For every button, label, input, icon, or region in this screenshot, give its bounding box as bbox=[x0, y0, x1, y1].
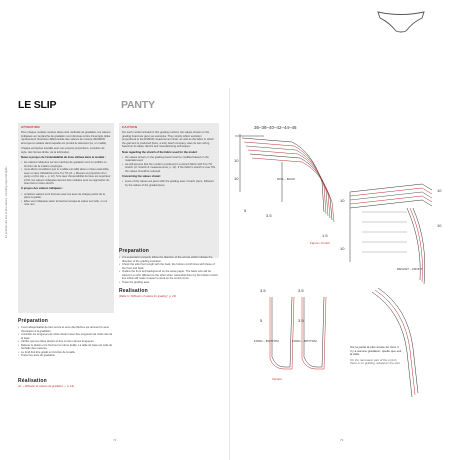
note-item-en: • the values shown on the grading board must be modified based on the materials used. bbox=[125, 156, 216, 163]
crotch-label-front: FOND – BOTTOM bbox=[292, 339, 317, 343]
grade-value: 10 bbox=[437, 188, 442, 193]
note-item-fr: • les valeurs indiquées sur les marches de gradation sont à modifier en fonction de la matière employée. bbox=[24, 161, 111, 168]
front-label: DEVANT – FRONT bbox=[397, 267, 423, 271]
caution-para2-fr: Chaque entreprise travaille avec ses propres proportions, évolution de style, des formes droite, de la lubrication. bbox=[21, 147, 105, 154]
note-item-en: • we will assume that the model is produced in a stretch fabric with 5 to 7% stretch (cf. Stretch & measurements, p. 12). If the fabric's stretch is over 5%, the values should be reduced. bbox=[125, 163, 216, 174]
grading-diagram bbox=[232, 122, 458, 432]
size-range-label: 36–38–40–42–44–46 bbox=[254, 125, 297, 130]
caution-text-fr bbox=[21, 126, 111, 209]
grade-value: 10 bbox=[234, 176, 239, 181]
page-number-left: 72 bbox=[113, 438, 117, 442]
about-item-fr: • certaines valeurs sont fournies avec les axes de chaque partie de la pièce à grader. bbox=[24, 193, 111, 200]
grade-value: 3.5 bbox=[260, 288, 266, 293]
book-spread bbox=[0, 88, 460, 460]
grade-value: 1.5 bbox=[322, 233, 328, 238]
figure-label: Figure / Crotch bbox=[310, 241, 330, 245]
gutter-divider bbox=[229, 88, 230, 460]
grade-value: 3.5 bbox=[298, 288, 304, 293]
prep-item-en: • Trace the grading axes. bbox=[119, 281, 219, 285]
note-head-en: Note regarding the stretch of the fabric used for the model: bbox=[122, 150, 198, 154]
note-fr: Sur la partie la plus étroite du fond, il n'y a aucune gradation, quelle que soit la taille bbox=[350, 346, 402, 357]
grade-value: 10 bbox=[340, 246, 345, 251]
prep-item-en: • It is essential to properly follow the direction of the arrows which indicate the direction of the grading evolution. bbox=[119, 256, 219, 263]
prep-heading-fr: Préparation bbox=[18, 318, 48, 324]
prep-list-fr bbox=[18, 326, 114, 358]
grade-value: 5 bbox=[244, 208, 247, 213]
grade-value: 3.5 bbox=[298, 318, 304, 323]
caution-label-fr: ATTENTION bbox=[21, 125, 40, 129]
realisation-heading-en: Realisation bbox=[119, 288, 148, 294]
back-label: DOS – BACK bbox=[277, 177, 296, 181]
crotch-label-back: FOND – BOTTOM bbox=[254, 339, 279, 343]
grade-value: 3.5 bbox=[266, 213, 272, 218]
prep-item-fr: • Relever le dessin et le fond sur la même feuille. La taille de base est celle de l'échelle des mesures. bbox=[18, 344, 114, 351]
prep-item-fr: • Tracer les axes de gradation. bbox=[18, 354, 114, 358]
page-title-en: PANTY bbox=[121, 99, 155, 111]
prep-item-fr: • Contrôler les longueurs de côtés devant avec des longueurs de côtés dos de la base. bbox=[18, 333, 114, 340]
caution-para1-fr: Pour chaque modèle contenu dans cette méthode de gradation, les valeurs indiquées sur la planche de gradation sont données à titre d'exemple. Elles représentent l'évolution différencielle des valeurs de mesure d'ESMOD ainsi que la matière dans laquelle est produit le vêtement (ici, en maille). bbox=[21, 131, 111, 145]
grade-value: 10 bbox=[234, 158, 239, 163]
values-item-en: • some of the values are given with the grading axes of each piece, followed by the values of the graded piece. bbox=[125, 180, 216, 187]
prep-item-fr: • Vérifier que les côtés devant et dos ont les mêmes longueurs. bbox=[18, 340, 114, 344]
grade-value: 10 bbox=[437, 223, 442, 228]
about-head-fr: À propos des valeurs indiquées : bbox=[21, 187, 64, 191]
side-caption: La poitrine des bas et des cuisses / Grading cups and tights bbox=[4, 166, 8, 238]
caution-para1-en: For each model included in this grading method, the values shown on the grading board are given as examples. They simply reflect evolution proportional to the ESMOD measurement chart, as well as the fabric in which the garment is produced (here, a knit). Each company uses its own sizing, based on its ideas, fabrics and manufacturing techniques. bbox=[122, 131, 214, 149]
caution-text-en bbox=[122, 126, 216, 189]
note-head-fr: Notes à propos de l'entendabilité de tissu utilisée dans le modèle : bbox=[21, 155, 106, 159]
realisation-heading-fr: Réalisation bbox=[18, 378, 47, 384]
prep-item-en: • Outline the front and background on the same paper. The basic size will be traced in a color different to the other sizes. Assemble them by the bottom crotch line which will make it easier to work on the crotch curve. bbox=[119, 270, 219, 281]
page-title-fr: LE SLIP bbox=[18, 99, 57, 111]
realisation-ref-fr: (cf. « Diffusion et valeurs de gradation », p. 13) bbox=[18, 385, 74, 388]
prep-list-en bbox=[119, 256, 219, 284]
prep-item-en: • Check the side front length with the back, the bottom crotch lines with those of the front and back. bbox=[119, 263, 219, 270]
page-number-right: 73 bbox=[340, 438, 344, 442]
about-item-fr: • Elles sont indiquées selon le barème lorsque la valeur est nulle, on ne note rien. bbox=[24, 200, 111, 207]
realisation-ref-en: (Refer to "Diffusion of values for grading", p. 13) bbox=[119, 295, 177, 298]
prep-heading-en: Preparation bbox=[119, 248, 149, 254]
prep-item-fr: • Il est indispensable de bien suivre le sens des flèches qui donnent le sens d'évolution à la gradation. bbox=[18, 326, 114, 333]
grade-value: 5 bbox=[260, 318, 263, 323]
values-head-en: Concerning the values shown: bbox=[122, 175, 161, 179]
note-en: On the narrowest part of the crotch, there is no grading, whatever the size. bbox=[350, 357, 401, 366]
grade-value: 10 bbox=[340, 198, 345, 203]
prep-item-fr: • Le fond doit être gradé en fonction de la taille. bbox=[18, 351, 114, 355]
caution-label-en: CAUTION bbox=[122, 125, 138, 129]
panty-icon bbox=[375, 8, 427, 34]
version-label: Version bbox=[272, 377, 283, 381]
note-item-fr: • nous allons considérer que le modèle est taillé dans un tissu extensible, avec un taux d'élasticité entre 5 à 7% (cf. « Mesure et proportion d'un panty et d'un slip », p. 12). Si le taux d'extensibilité du tissu est supérieur à 5%, les valeurs indiquées devront être réduites pour se rapprocher du tissu réel en tissu stretch. bbox=[24, 168, 111, 186]
